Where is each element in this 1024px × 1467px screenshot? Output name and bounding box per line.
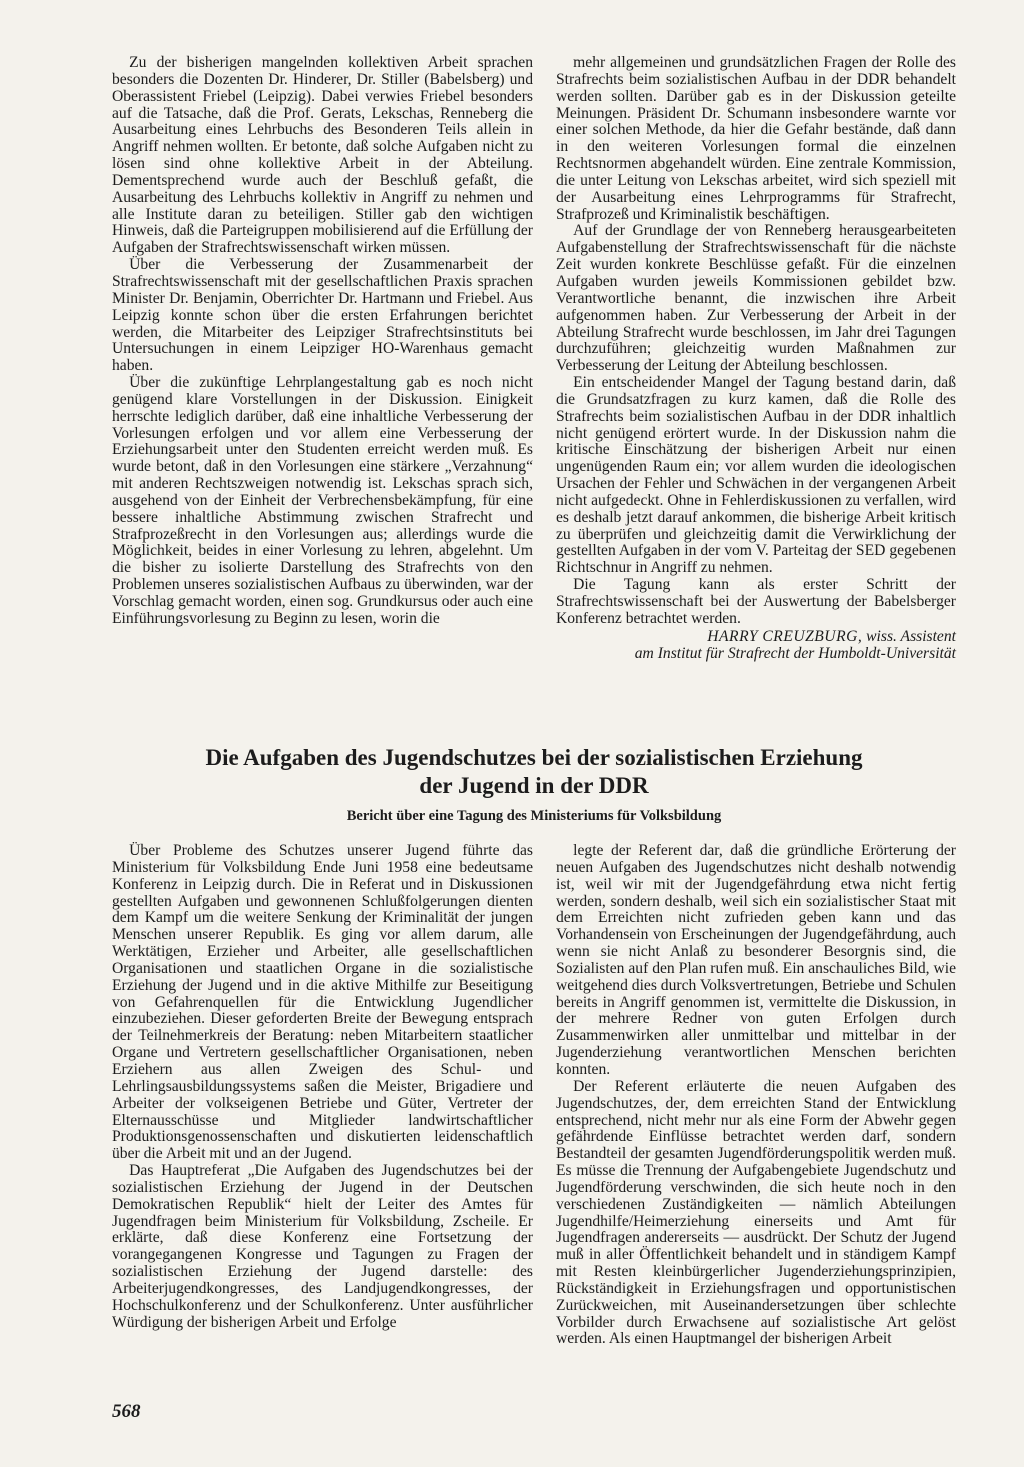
article-title (112, 744, 956, 800)
paragraph: Auf der Grundlage der von Renneberg herausgearbeiteten Aufgabenstellung der Strafrechtswissenschaft für die nächste Zeit wurden konkrete Beschlüsse gefaßt. Für die einzelnen Aufgaben wurden jeweils Kommissionen gebildet bzw. Verantwortliche benannt, die inzwischen ihre Arbeit aufgenommen haben. Zur Verbesserung der Arbeit in der Abteilung Strafrecht wurde beschlossen, im Jahr drei Tagungen durchzuführen; gleichzeitig wurden Maßnahmen zur Verbesserung der Leitung der Abteilung beschlossen. (556, 222, 956, 375)
article-subtitle: Bericht über eine Tagung des Ministeriums für Volksbildung (346, 808, 722, 824)
paragraph: mehr allgemeinen und grundsätzlichen Fragen der Rolle des Strafrechts beim sozialistischen Aufbau in der DDR behandelt werden sollten. Darüber gab es in der Diskussion geteilte Meinungen. Präsident Dr. Schumann insbesondere warnte vor einer solchen Methode, da hier die Gefahr bestände, daß dann in den weiteren Vorlesungen formal die einzelnen Rechtsnormen abgehandelt würden. Eine zentrale Kommission, die unter Leitung von Lekschas arbeitet, wird sich speziell mit der Ausarbeitung eines Lehrprogramms für Strafrecht, Strafprozeß und Kriminalistik beschäftigen. (556, 54, 956, 223)
article-title-line-1: Die Aufgaben des Jugendschutzes bei der sozialistischen Erziehung (205, 745, 863, 770)
paragraph: Zu der bisherigen mangelnden kollektiven Arbeit sprachen besonders die Dozenten Dr. Hinderer, Dr. Stiller (Babelsberg) und Oberassistent Friebel (Leipzig). Dabei verwies Friebel besonders auf die Tatsache, daß die Prof. Gerats, Lekschas, Renneberg die Ausarbeitung eines Lehrbuchs des Besonderen Teils allein in Angriff nehmen wollten. Er betonte, daß solche Aufgaben nicht zu lösen sind ohne kollektive Arbeit in der Abteilung. Dementsprechend wurde auch der Beschluß gefaßt, die Ausarbeitung des Lehrbuchs kollektiv in Angriff zu nehmen und alle Institute daran zu beteiligen. Stiller gab den wichtigen Hinweis, daß die Parteigruppen mobilisierend auf die Erfüllung der Aufgaben der Strafrechtswissenschaft wirken müssen. (112, 54, 533, 257)
article-title-line-2: der Jugend in der DDR (419, 773, 649, 798)
author-name: HARRY CREUZBURG, (707, 627, 863, 645)
paragraph: Die Tagung kann als erster Schritt der Strafrechtswissenschaft bei der Auswertung der Babelsberger Konferenz betrachtet werden. (556, 576, 956, 627)
report-column-left (112, 55, 533, 628)
paragraph: Ein entscheidender Mangel der Tagung bestand darin, daß die Grundsatzfragen zu kurz kamen, daß die Rolle des Strafrechts beim sozialistischen Aufbau in der DDR inhaltlich nicht genügend erörtert wurde. In der Diskussion nahm die kritische Einschätzung der bisherigen Arbeit nur einen ungenügenden Raum ein; vor allem wurden die ideologischen Ursachen der Fehler und Schwächen in der vergangenen Arbeit nicht aufgedeckt. Ohne in Fehlerdiskussionen zu verfallen, wird es deshalb jetzt darauf ankommen, die bisherige Arbeit kritisch zu überprüfen und gleichzeitig damit die Verwirklichung der gestellten Aufgaben in der vom V. Parteitag der SED gegebenen Richtschnur in Angriff zu nehmen. (556, 374, 956, 577)
report-column-right (556, 55, 956, 662)
paragraph: legte der Referent dar, daß die gründliche Erörterung der neuen Aufgaben des Jugendschutzes nicht deshalb notwendig ist, weil wir mit der Jugendgefährdung etwa nicht fertig werden, sondern deshalb, weil sich ein sozialistischer Staat mit dem Erreichten nicht zufrieden geben kann und das Vorhandensein von Erscheinungen der Jugendgefährdung, auch wenn sie nicht Anlaß zu besonderer Besorgnis sind, die Sozialisten auf den Plan rufen muß. Ein anschauliches Bild, wie weitgehend dies durch Volksvertretungen, Betriebe und Schulen bereits in Angriff genommen ist, vermittelte die Diskussion, in der mehrere Redner von guten Erfolgen durch Zusammenwirken aller unmittelbar und mittelbar in der Jugenderziehung verantwortlichen Menschen berichten konnten. (556, 842, 957, 1078)
paragraph: Über die zukünftige Lehrplangestaltung gab es noch nicht genügend klare Vorstellungen in der Diskussion. Einigkeit herrschte lediglich darüber, daß eine inhaltliche Verbesserung der Vorlesungen erfolgen und vor allem eine Verbesserung der Erziehungsarbeit unter den Studenten erreicht werden muß. Es wurde betont, daß in den Vorlesungen eine stärkere „Verzahnung“ mit anderen Rechtszweigen notwendig ist. Lekschas sprach sich, ausgehend von der Einheit der Verbrechensbekämpfung, für eine bessere inhaltliche Abstimmung zwischen Strafrecht und Strafprozeßrecht in den Vorlesungen aus; allerdings wurde die Möglichkeit, beides in einer Vorlesung zu lehren, abgelehnt. Um die bisher zu isolierte Darstellung des Strafrechts von den Problemen unseres sozialistischen Aufbaus zu überwinden, war der Vorschlag gemacht worden, einen sog. Grundkursus oder auch eine Einführungsvorlesung zu Beginn zu lesen, worin die (112, 374, 533, 627)
paragraph: Das Hauptreferat „Die Aufgaben des Jugendschutzes bei der sozialistischen Erziehung der Jugend in der Deutschen Demokratischen Republik“ hielt der Leiter des Amtes für Jugendfragen beim Ministerium für Volksbildung, Zscheile. Er erklärte, daß diese Konferenz eine Fortsetzung der vorangegangenen Kongresse und Tagungen zu Fragen der sozialistischen Erziehung der Jugend darstelle: des Arbeiterjugendkongresses, des Landjugendkongresses, der Hochschulkonferenz und der Schulkonferenz. Unter ausführlicher Würdigung der bisherigen Arbeit und Erfolge (112, 1162, 533, 1331)
paragraph: Über Probleme des Schutzes unserer Jugend führte das Ministerium für Volksbildung Ende Juni 1958 eine bedeutsame Konferenz in Leipzig durch. Die in Referat und in Diskussionen gestellten Aufgaben und gewonnenen Schlußfolgerungen dienten dem Kampf um die weitere Senkung der Kriminalität der jungen Menschen unserer Republik. Es ging vor allem darum, alle Werktätigen, Erzieher und Arbeiter, alle gesellschaftlichen Organisationen und staatlichen Organe in die sozialistische Erziehung der Jugend und in die aktive Mithilfe zur Beseitigung von Gefahrenquellen für die Entwicklung Jugendlicher einzubeziehen. Dieser geforderten Breite der Bewegung entsprach der Teilnehmerkreis der Beratung: neben Mitarbeitern staatlicher Organe und Vertretern gesellschaftlicher Organisationen, neben Erziehern aus allen Zweigen des Schul- und Lehrlingsausbildungssystems saßen die Meister, Brigadiere und Arbeiter der volkseigenen Betriebe und Güter, Vertreter der Elternausschüsse und Mitglieder landwirtschaftlicher Produktionsgenossenschaften und diskutierten leidenschaftlich über die Arbeit mit und an der Jugend. (112, 842, 533, 1163)
author-signature (556, 628, 956, 645)
paragraph: Über die Verbesserung der Zusammenarbeit der Strafrechtswissenschaft mit der gesellschaftlichen Praxis sprachen Minister Dr. Benjamin, Oberrichter Dr. Hartmann und Friebel. Aus Leipzig konnte schon über die ersten Erfahrungen berichtet werden, die Mitarbeiter des Leipziger Strafrechtsinstituts bei Untersuchungen in einem Leipziger HO-Warenhaus gemacht haben. (112, 256, 533, 375)
paragraph: Der Referent erläuterte die neuen Aufgaben des Jugendschutzes, der, dem erreichten Stand der Entwicklung entsprechend, nicht mehr nur als eine Form der Abwehr gegen gefährdende Einflüsse betrachtet werden darf, sondern Bestandteil der gesamten Jugendförderungspolitik werden muß. Es müsse die Trennung der Aufgabengebiete Jugendschutz und Jugendförderung verschwinden, die sich heute noch in den verschiedenen Zuständigkeiten — nämlich Abteilungen Jugendhilfe/Heimerziehung einerseits und Amt für Jugendfragen andererseits — ausdrückt. Der Schutz der Jugend muß in aller Öffentlichkeit behandelt und in ständigem Kampf mit Resten kleinbürgerlicher Jugenderziehungsprinzipien, Rückständigkeit in Erziehungsfragen und opportunistischen Zurückweichen, mit Auseinandersetzungen über schlechte Vorbilder durch Erwachsene auf sozialistische Art gelöst werden. Als einen Hauptmangel der bisherigen Arbeit (556, 1077, 956, 1348)
author-affiliation: am Institut für Strafrecht der Humboldt-Universität (634, 644, 956, 662)
article-column-left (112, 843, 533, 1331)
page-number: 568 (112, 1401, 141, 1422)
author-role: wiss. Assistent (866, 627, 956, 645)
article-column-right (556, 843, 956, 1348)
